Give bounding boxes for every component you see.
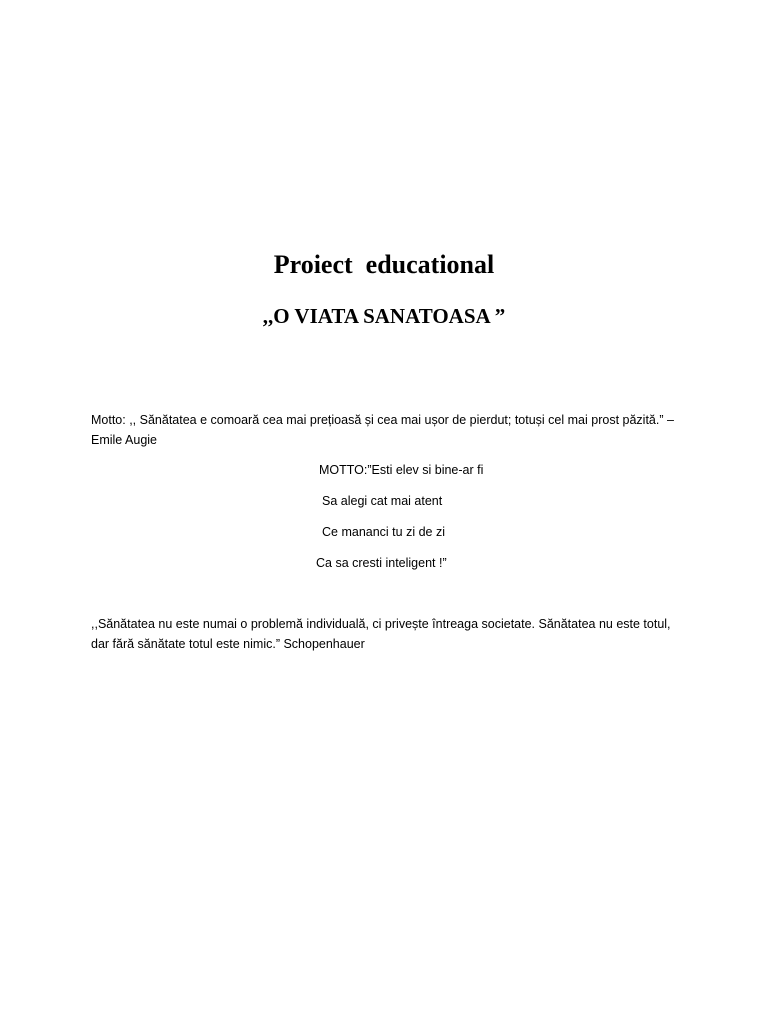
motto-paragraph: Motto: ,, Sănătatea e comoară cea mai prețioasă și cea mai ușor de pierdut; totuși cel mai prost păzită.” – Emile Augie <box>91 413 674 447</box>
poem-line: Ce mananci tu zi de zi <box>322 525 445 539</box>
poem-line: Sa alegi cat mai atent <box>322 494 443 508</box>
document-title: Proiect educational <box>273 250 495 279</box>
poem-line: MOTTO:”Esti elev si bine-ar fi <box>319 463 484 477</box>
poem-line: Ca sa cresti inteligent !” <box>316 556 447 570</box>
schopenhauer-quote: ,,Sănătatea nu este numai o problemă individuală, ci privește întreaga societate. Sănătatea nu este totul, dar fără sănătate totul este nimic.” Schopenhauer <box>91 617 671 651</box>
project-name: ,,O VIATA SANATOASA ” <box>262 304 506 328</box>
